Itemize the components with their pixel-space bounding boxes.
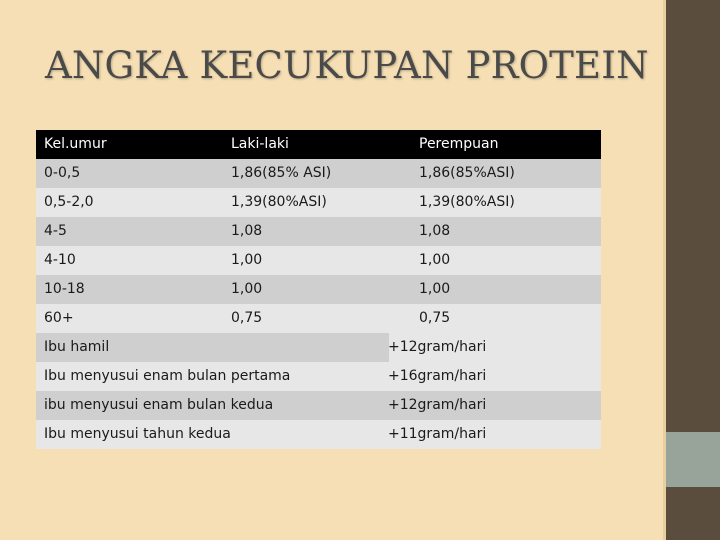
header-perempuan: Perempuan [419, 136, 499, 152]
header-kel-umur: Kel.umur [44, 136, 107, 152]
cell-age-group: 60+ [44, 310, 74, 326]
table-row [36, 275, 601, 304]
table-row-special [36, 391, 601, 420]
cell-female-value: 1,86(85%ASI) [419, 165, 515, 181]
cell-protein-addition: +16gram/hari [388, 368, 487, 384]
protein-table [36, 130, 601, 449]
table-row [36, 246, 601, 275]
table-row [36, 304, 601, 333]
table-row [36, 159, 601, 188]
cell-group-label: ibu menyusui enam bulan kedua [44, 397, 274, 413]
cell-male-value: 0,75 [231, 310, 263, 326]
cell-group-label: Ibu hamil [44, 339, 110, 355]
cell-age-group: 4-5 [44, 223, 67, 239]
table-row-special [36, 362, 601, 391]
cell-male-value: 1,00 [231, 252, 263, 268]
cell-protein-addition: +11gram/hari [388, 426, 487, 442]
table-row [36, 217, 601, 246]
cell-female-value: 1,00 [419, 252, 451, 268]
cell-male-value: 1,86(85% ASI) [231, 165, 332, 181]
cell-age-group: 4-10 [44, 252, 76, 268]
cell-protein-addition: +12gram/hari [388, 397, 487, 413]
cell-female-value: 1,08 [419, 223, 451, 239]
header-laki-laki: Laki-laki [231, 136, 289, 152]
table-row-special [36, 333, 601, 362]
cell-group-label: Ibu menyusui enam bulan pertama [44, 368, 291, 384]
page-title: ANGKA KECUKUPAN PROTEIN [45, 44, 649, 87]
cell-age-group: 0-0,5 [44, 165, 81, 181]
cell-group-label: Ibu menyusui tahun kedua [44, 426, 231, 442]
cell-male-value: 1,08 [231, 223, 263, 239]
cell-female-value: 0,75 [419, 310, 451, 326]
cell-male-value: 1,39(80%ASI) [231, 194, 327, 210]
cell-protein-addition: +12gram/hari [388, 339, 487, 355]
table-row-special [36, 420, 601, 449]
cell-age-group: 0,5-2,0 [44, 194, 94, 210]
decorative-sidebar-accent [666, 432, 720, 487]
cell-female-value: 1,39(80%ASI) [419, 194, 515, 210]
cell-female-value: 1,00 [419, 281, 451, 297]
table-header-row [36, 130, 601, 159]
table-row [36, 188, 601, 217]
cell-male-value: 1,00 [231, 281, 263, 297]
cell-age-group: 10-18 [44, 281, 85, 297]
